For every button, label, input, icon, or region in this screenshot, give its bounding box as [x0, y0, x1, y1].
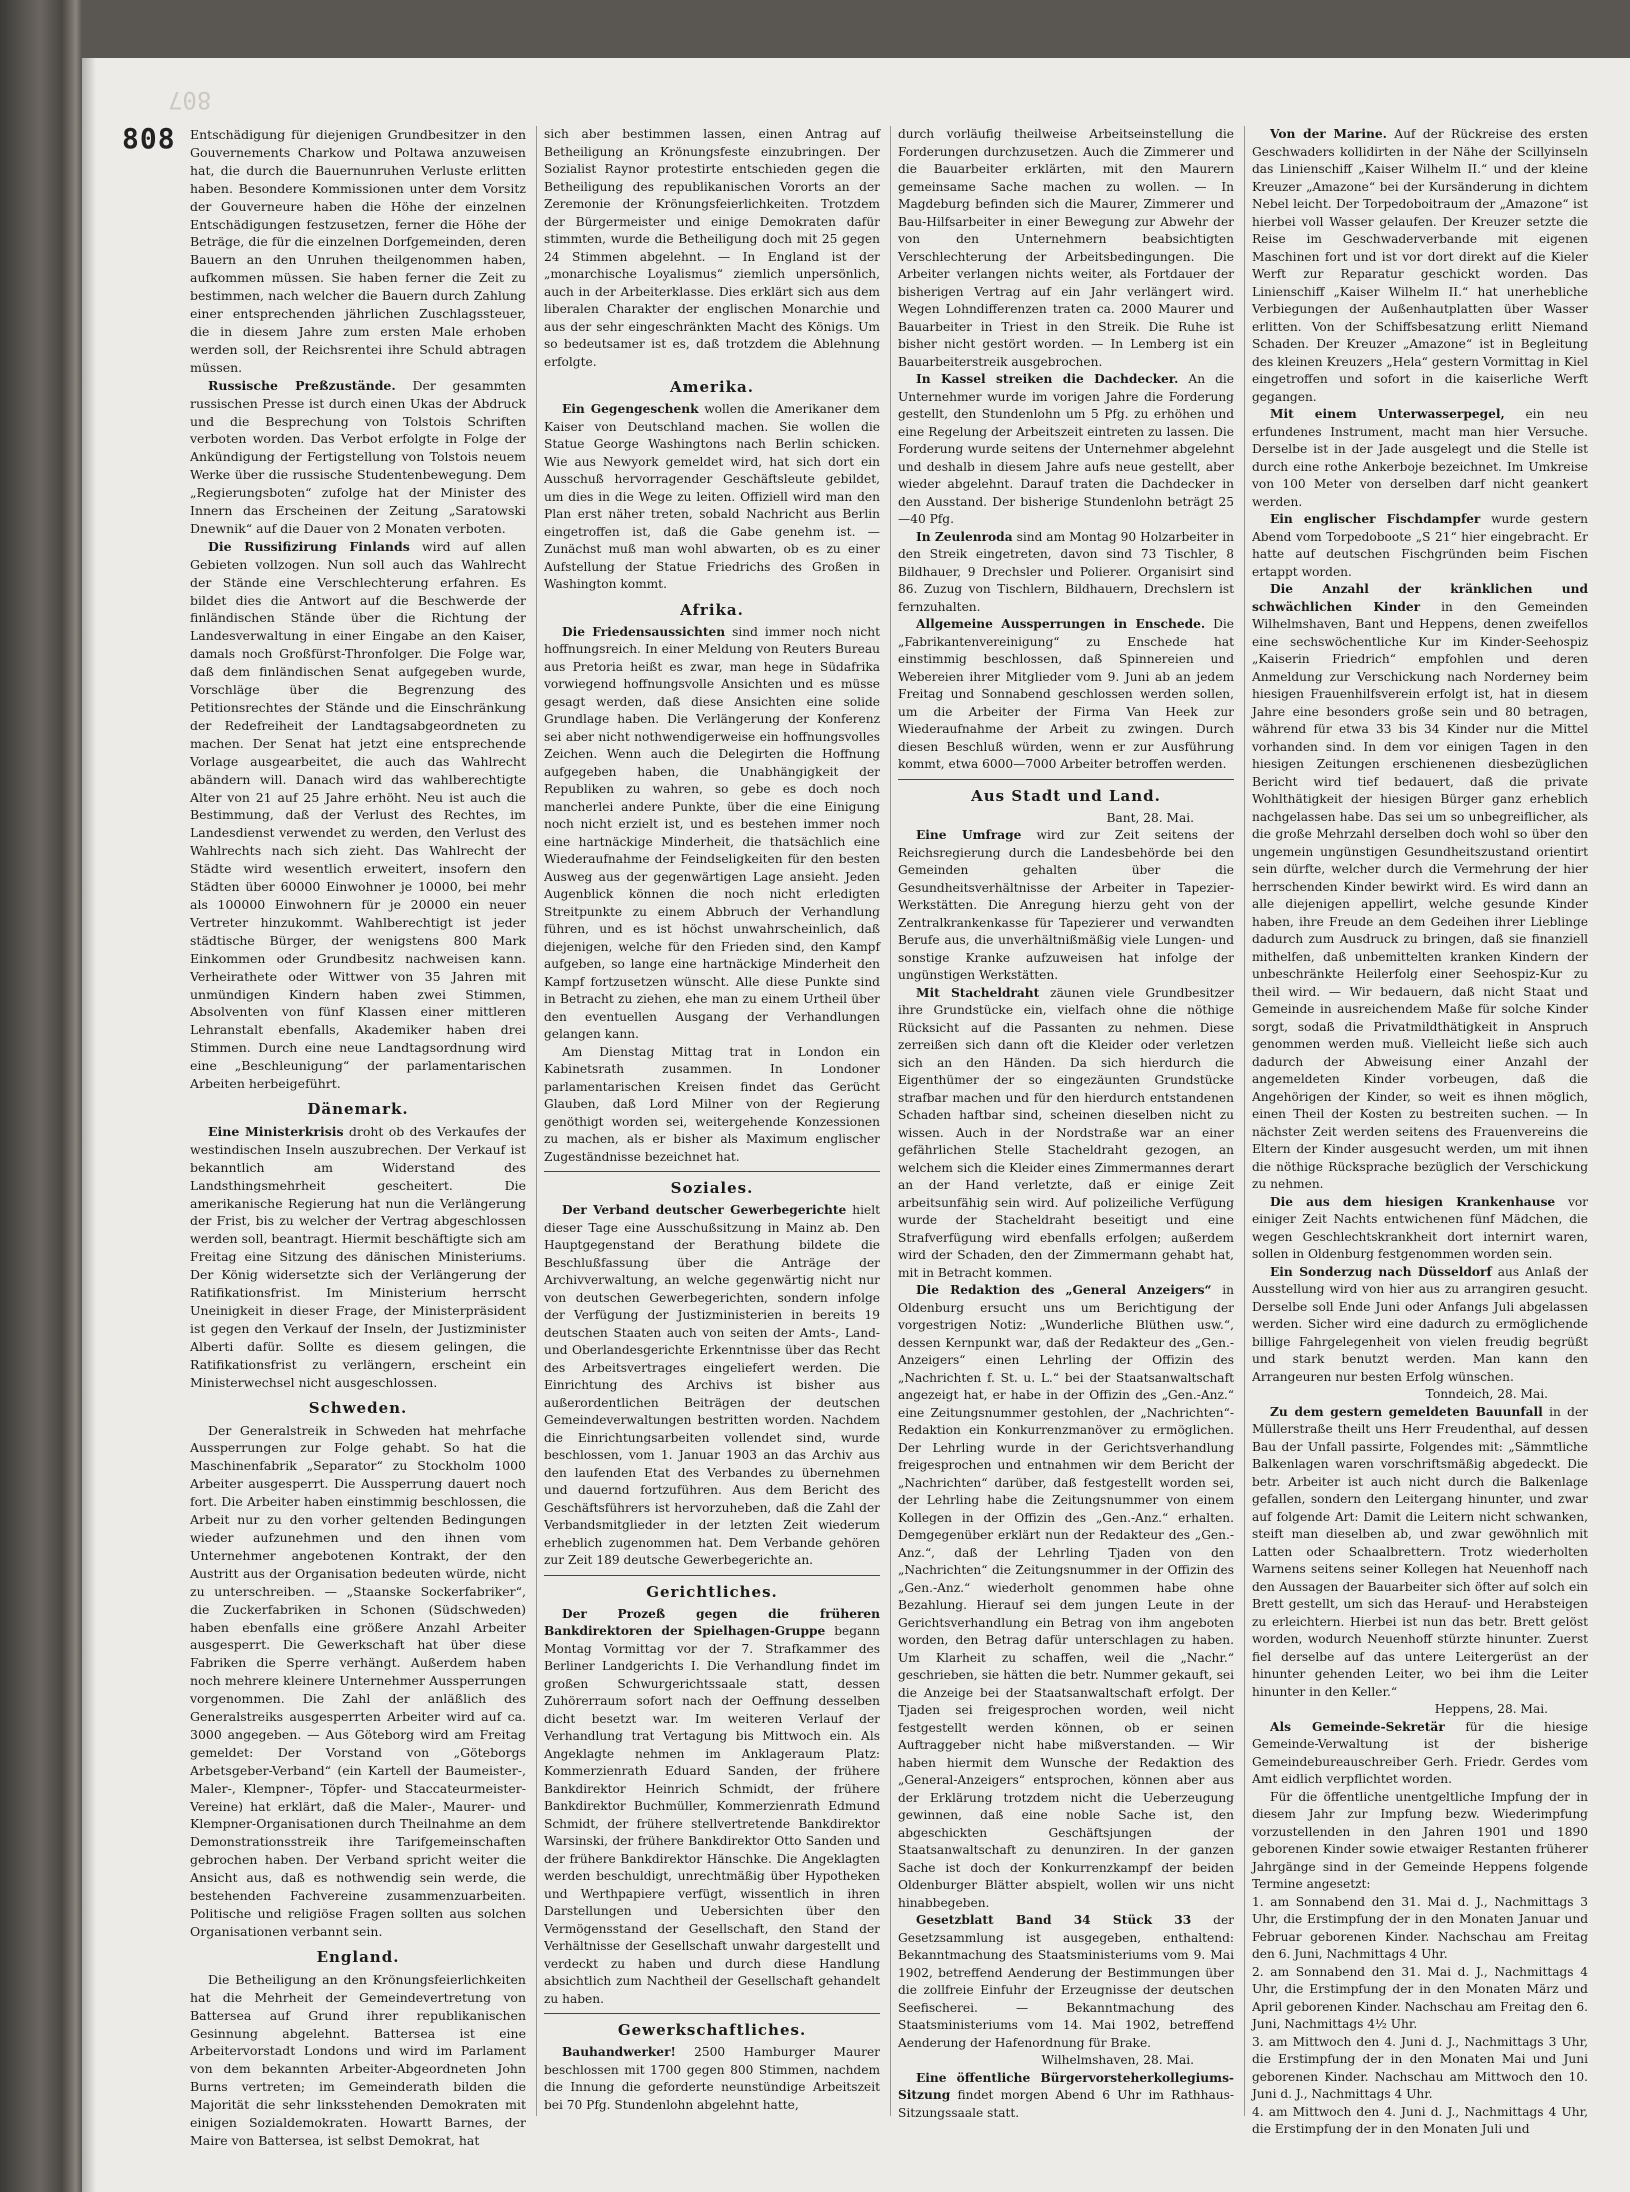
lead-phrase: Die aus dem hiesigen Krankenhause	[1270, 1194, 1556, 1209]
section-heading: Dänemark.	[307, 1099, 409, 1118]
paragraph-text: ein neu erfundenes Instrument, macht man hier Versuche. Derselbe ist in der Jade ausgelegt und die Stelle ist durch eine rothe Ankerboje bezeichnet. Im Umkreise von 100 Meter von derselben darf nicht geankert werden.	[1252, 407, 1589, 509]
paragraph-text: wurde gestern Abend vom Torpedoboote „S 21“ hier eingebracht. Er hatte auf deutschen Fischgründen beim Fischen ertappt worden.	[1252, 512, 1588, 579]
article-paragraph	[898, 371, 1234, 529]
article-paragraph	[898, 529, 1234, 617]
article-paragraph	[898, 827, 1234, 985]
page-number-ghost: 807	[168, 86, 212, 114]
paragraph-text: in der Müllerstraße theilt uns Herr Freudenthal, auf dessen Bau der Unfall passirte, Folgendes mit: „Sämmtliche Balkenlagen waren vorschriftsmäßig abgedeckt. Die betr. Arbeiter ist auch nicht durch die Balkenlage gefallen, sondern den Leitergang hinunter, und zwar auf folgende Art: Damit die Leitern nicht schwanken, steift man dieselben ab, und zwar gewöhnlich mit Latten oder Schaalbrettern. Trotz wiederholten Warnens seitens seiner Kollegen hat Neuenhoff nach den Aussagen der Bauarbeiter sich öfter auf solch ein Brett gestellt, um sich das Herauf- und Herabsteigen zu erleichtern. Hierbei ist nun das betr. Brett gelöst worden, wodurch Neuenhoff stürzte hinunter. Zuerst fiel derselbe auf das untere Leitergerüst an der hinunter gehenden Leiter, wo bei ihm die Leiter hinunter in den Keller.“	[1252, 1404, 1589, 1699]
section-heading: England.	[316, 1947, 400, 1966]
article-paragraph	[898, 1912, 1234, 2052]
column-1	[190, 126, 526, 2150]
lead-phrase: Eine öffentliche Bürgervorsteherkollegiums-Sitzung	[898, 2070, 1234, 2102]
lead-phrase: In Kassel streiken die Dachdecker.	[916, 372, 1179, 386]
lead-phrase: Ein englischer Fischdampfer	[1270, 512, 1481, 526]
dateline: Wilhelmshaven, 28. Mai.	[1041, 2053, 1194, 2067]
article-paragraph	[1252, 126, 1588, 406]
article-paragraph	[898, 126, 1234, 371]
article-paragraph	[190, 126, 526, 377]
article-paragraph	[544, 401, 880, 594]
article-paragraph	[544, 1044, 880, 1167]
paragraph-text: vor einiger Zeit Nachts entwichenen fünf Mädchen, die wegen Geschlechtskrankheit dort internirt waren, sollen in Oldenburg festgenommen worden sein.	[1252, 1194, 1589, 1261]
article-paragraph	[898, 985, 1234, 1283]
section-rule	[898, 779, 1234, 780]
paragraph-text: hielt dieser Tage eine Ausschußsitzung in Mainz ab. Den Hauptgegenstand der Berathung bildete die Beschlußfassung über die Anträge der Archivverwaltung, an welche gegenwärtig nicht nur von deutschen Gewerbegerichten, sondern infolge der Verfügung der Justizministerien in bereits 19 deutschen Staaten auch von seiten der Amts-, Land- und Oberlandesgerichte Erkenntnisse über das Recht des Arbeitsvertrages eingeliefert werden. Die Einrichtung des Archivs ist bisher aus außerordentlichen Beiträgen der deutschen Gemeindeverwaltungen bestritten worden. Nachdem die Einrichtungsarbeiten vollendet sind, wurde beschlossen, vom 1. Januar 1903 an das Archiv aus den laufenden Etat des Verbandes zu übernehmen und dauernd fortzuführen. Aus dem Bericht des Geschäftsführers ist hervorzuheben, daß die Zahl der Verbandsmitglieder in der letzten Zeit wiederum erheblich zugenommen hat. Dem Verbande gehören zur Zeit 189 deutsche Gewerbegerichte an.	[544, 1203, 881, 1567]
paragraph-text: sind immer noch nicht hoffnungsreich. In einer Meldung von Reuters Bureau aus Pretoria heißt es zwar, man hege in Südafrika vorwiegend hoffnungsvolle Ansichten und es müsse gesagt werden, daß diese Ansichten eine solide Grundlage haben. Die Verlängerung der Konferenz sei aber nicht nothwendigerweise ein hoffnungsvolles Zeichen. Wenn auch die Delegirten die Hoffnung aufgegeben haben, die Unabhängigkeit der Republiken zu wahren, so gebe es doch noch mancherlei andere Punkte, über die eine Einigung noch nicht erzielt ist, und es bestehen immer noch eine hartnäckige Minderheit, die thatsächlich eine Wiederaufnahme der Feindseligkeiten für den besten Ausweg aus der gegenwärtigen Lage ansieht. Jeden Augenblick können die noch nicht erledigten Streitpunkte zu einem Abbruch der Verhandlung führen, und es ist höchst unwahrscheinlich, daß diejenigen, welche für den Frieden sind, den Kampf aufgeben, so lange eine hartnäckige Minderheit den Kampf fortzusetzen wünscht. Alle diese Punkte sind in Betracht zu ziehen, ehe man zu einem Urtheil über den eventuellen Ausgang der Verhandlungen gelangen kann.	[544, 624, 880, 1041]
paragraph-text: wollen die Amerikaner dem Kaiser von Deutschland machen. Sie wollen die Statue George Washingtons nach Berlin schicken. Wie aus Newyork gemeldet wird, hat sich dort ein Ausschuß hervorragender Geschäftsleute gebildet, um dies in die Wege zu leiten. Offiziell wird man den Plan erst näher treten, sobald Nachricht aus Berlin eingetroffen ist, daß die Gabe genehm ist. — Zunächst muß man wohl abwarten, ob es zu einer Aufstellung der Statue Friedrichs des Großen in Washington kommt.	[544, 402, 880, 591]
article-paragraph	[1252, 406, 1588, 511]
column-2	[544, 126, 880, 2114]
lead-phrase: Mit einem Unterwasserpegel,	[1270, 407, 1505, 421]
section-heading: Gewerkschaftliches.	[617, 2021, 807, 2039]
lead-phrase: Ein Gegengeschenk	[562, 402, 699, 416]
column-4	[1252, 126, 1588, 2139]
section-rule	[544, 1171, 880, 1172]
column-3	[898, 126, 1234, 2122]
lead-phrase: Die Russifizirung Finlands	[208, 538, 410, 554]
section-heading: Gerichtliches.	[646, 1582, 778, 1601]
article-paragraph	[1252, 1404, 1588, 1702]
paragraph-text: 1. am Sonnabend den 31. Mai d. J., Nachmittags 3 Uhr, die Erstimpfung der in den Monaten Januar und Februar geborenen Kinder. Nachschau am Freitag den 6. Juni, Nachmittags 4 Uhr.	[1252, 1894, 1588, 1961]
section-heading: Schweden.	[308, 1398, 408, 1417]
article-paragraph	[1252, 1964, 1588, 2034]
paragraph-text: 3. am Mittwoch den 4. Juni d. J., Nachmittags 3 Uhr, die Erstimpfung der in den Monaten Mai und Juni geborenen Kinder. Nachschau am Mittwoch den 10. Juni d. J., Nachmittags 4 Uhr.	[1252, 2034, 1588, 2101]
paragraph-text: sich aber bestimmen lassen, einen Antrag auf Betheiligung an Krönungsfeste einzubringen. Der Sozialist Raynor protestirte entschieden gegen die Betheiligung des republikanischen Vororts an der Zeremonie der Krönungsfeierlichkeiten. Trotzdem der Bürgermeister und einige Demokraten dafür stimmten, wurde die Betheiligung doch mit 25 gegen 24 Stimmen abgelehnt. — In England ist der „monarchische Loyalismus“ ziemlich unpersönlich, auch in der Arbeiterklasse. Dies erklärt sich aus dem liberalen Charakter der englischen Monarchie und aus der sehr eingeschränkten Macht des Königs. Um so bedeutsamer ist es, daß trotzdem die Ablehnung erfolgte.	[544, 127, 880, 369]
lead-phrase: Zu dem gestern gemeldeten Bauunfall	[1270, 1404, 1543, 1419]
article-paragraph	[190, 538, 526, 1093]
column-divider	[890, 126, 891, 2116]
paragraph-text: wird auf allen Gebieten vollzogen. Nun soll auch das Wahlrecht der Stände eine Verschlechterung erfahren. Es bildet dies die Antwort auf die Beschwerde der finländischen Stände über die Richtung der Landesverwaltung in einer Eingabe an den Kaiser, damals noch Großfürst-Thronfolger. Die Folge war, daß dem finländischen Senat aufgegeben wurde, Vorschläge über die Begrenzung des Petitionsrechtes der Stände und die Einschränkung der Redefreiheit der Landtagsabgeordneten zu machen. Der Senat hat jetzt eine entsprechende Vorlage ausgearbeitet, die auch das Wahlrecht abändern will. Danach wird das wahlberechtigte Alter von 21 auf 25 Jahre erhöht. Neu ist auch die Bestimmung, daß der Verlust des Rechtes, im Landesdienst verwendet zu werden, den Verlust des Wahlrechts nach sich zieht. Das Wahlrecht der Städte wird wesentlich erweitert, insofern den Städten über 60000 Einwohner je 10000, bei mehr als 100000 Einwohnern für je 20000 ein neuer Vertreter hinzukommt. Wahlberechtigt ist jeder städtische Bürger, der wenigstens 800 Mark Einkommen oder Grundbesitz nachweisen kann. Verheirathete oder Wittwer von 35 Jahren mit unmündigen Kindern haben zwei Stimmen, Absolventen von fünf Klassen einer mittleren Lehranstalt ebenfalls, Akademiker haben drei Stimmen. Durch eine neue Landtagsordnung wird eine „Beschleunigung“ der parlamentarischen Arbeiten herbeigeführt.	[190, 538, 526, 1092]
article-paragraph	[1252, 1789, 1588, 1894]
article-paragraph	[898, 2070, 1234, 2123]
paragraph-text: aus Anlaß der Ausstellung wird von hier aus zu arrangiren gesucht. Derselbe soll Ende Juni oder Anfangs Juli abgelassen werden. Sicher wird eine dadurch zu ermöglichende billige Fahrgelegenheit von vielen freudig begrüßt und stark benutzt werden. Man kann den Arrangeuren nur besten Erfolg wünschen.	[1252, 1264, 1588, 1384]
article-paragraph	[544, 126, 880, 371]
article-paragraph	[1252, 581, 1588, 1194]
paragraph-text: begann Montag Vormittag vor der 7. Strafkammer des Berliner Landgerichts I. Die Verhandlung findet im großen Schwurgerichtssaale statt, dessen Zuhörerraum sofort nach der Oeffnung desselben dicht besetzt war. Im weiteren Verlauf der Verhandlung trat Vertagung bis Mittwoch ein. Als Angeklagte nehmen im Anklageraum Platz: Kommerzienrath Eduard Sanden, der frühere Bankdirektor Heinrich Schmidt, der frühere Bankdirektor Buchmüller, Kommerzienrath Edmund Schmidt, der frühere stellvertretende Bankdirektor Warsinski, der frühere Bankdirektor Otto Sanden und der frühere Bankdirektor Hänschke. Die Angeklagten werden beschuldigt, unrechtmäßig über Hypotheken und Werthpapiere verfügt, wissentlich in ihren Darstellungen und Uebersichten über den Vermögensstand der Gesellschaft, den Stand der Verhältnisse der Gesellschaft unwahr dargestellt und verdeckt zu haben und durch diese Handlung absichtlich zum Nachtheil der Gesellschaft gehandelt zu haben.	[544, 1624, 881, 2006]
article-paragraph	[1252, 2034, 1588, 2104]
article-paragraph	[544, 1202, 880, 1570]
lead-phrase: Bauhandwerker!	[562, 2045, 676, 2059]
paragraph-text: Für die öffentliche unentgeltliche Impfung der in diesem Jahr zur Impfung bezw. Wiederimpfung vorzustellenden in den Jahren 1901 und 1890 geborenen Kinder sowie etwaiger Restanten früherer Jahrgänge sind in der Gemeinde Heppens folgende Termine angesetzt:	[1252, 1789, 1588, 1891]
page-number: 808	[122, 122, 176, 155]
lead-phrase: Gesetzblatt Band 34 Stück 33	[916, 1913, 1192, 1927]
lead-phrase: Ein Sonderzug nach Düsseldorf	[1270, 1264, 1492, 1279]
lead-phrase: Allgemeine Aussperrungen in Enschede.	[916, 617, 1206, 631]
article-paragraph	[190, 1422, 526, 1941]
dateline: Bant, 28. Mai.	[1106, 810, 1194, 825]
lead-phrase: Die Friedensaussichten	[562, 624, 726, 639]
paragraph-text: wird zur Zeit seitens der Reichsregierung durch die Landesbehörde bei den Gemeinden gehalten über die Gesundheitsverhältnisse der Arbeiter in Tapezier-Werkstätten. Die Anregung hierzu geht von der Zentralkrankenkasse für Tapezierer und verwandten Berufe aus, die unverhältnißmäßig viele Lungen- und sonstige Kranke aufzuweisen hat infolge der ungünstigen Werkstätten.	[898, 828, 1235, 982]
article-paragraph	[1252, 1894, 1588, 1964]
paragraph-text: Am Dienstag Mittag trat in London ein Kabinetsrath zusammen. In Londoner parlamentarischen Kreisen findet das Gerücht Glauben, daß Lord Milner von der Regierung genöthigt worden sei, weitergehende Konzessionen zu machen, als er bisher als Maximum englischer Zugeständnisse bezeichnet hat.	[544, 1044, 880, 1164]
lead-phrase: Russische Preßzustände.	[208, 377, 396, 393]
column-divider	[1244, 126, 1245, 2116]
paragraph-text: droht ob des Verkaufes der westindischen Inseln auszubrechen. Der Verkauf ist bekanntlich am Widerstand des Landsthingsmehrheit gescheitert. Die amerikanische Regierung hat nun die Verlängerung der Frist, bis zu welcher der Vertrag abgeschlossen werden soll, beantragt. Hiermit beschäftigte sich am Freitag eine Sitzung des dänischen Ministeriums. Der König widersetzte sich der Verlängerung der Ratifikationsfrist. Im Ministerium herrscht Uneinigkeit in dieser Frage, der Ministerpräsident ist gegen den Verkauf der Inseln, der Justizminister Alberti dafür. Sollte es diesem gelingen, die Ratifikationsfrist zu verlängern, erscheint ein Ministerwechsel nicht ausgeschlossen.	[190, 1123, 526, 1390]
lead-phrase: Der Prozeß gegen die früheren Bankdirektoren der Spielhagen-Gruppe	[544, 1606, 880, 1638]
lead-phrase: Der Verband deutscher Gewerbegerichte	[562, 1203, 847, 1217]
article-paragraph	[1252, 511, 1588, 581]
section-rule	[544, 2013, 880, 2014]
paragraph-text: Der Generalstreik in Schweden hat mehrfache Aussperrungen zur Folge gehabt. So hat die Maschinenfabrik „Separator“ zu Stockholm 1000 Arbeiter ausgesperrt. Die Aussperrung dauert noch fort. Die Arbeiter haben einstimmig beschlossen, die Arbeit nur zu den vorher geltenden Bedingungen wieder aufzunehmen und den ihnen vom Unternehmer angebotenen Kontrakt, der den Austritt aus der Organisation bedeuten würde, nicht zu unterschreiben. — „Staanske Sockerfabriker“, die Zuckerfabriken in Schonen (Südschweden) haben ebenfalls eine größere Anzahl Arbeiter ausgesperrt. Die Gewerkschaft hat über diese Fabriken die Sperre verhängt. Außerdem haben noch mehrere kleinere Unternehmer Aussperrungen vorgenommen. Die Zahl der anläßlich des Generalstreiks ausgesperrten Arbeiter wird auf ca. 3000 angegeben. — Aus Göteborg wird am Freitag gemeldet: Der Vorstand von „Göteborgs Arbetsgeber-Verband“ (ein Kartell der Baumeister-, Maler-, Klempner-, Töpfer- und Staccateurmeister-Vereine) hat erklärt, daß die Maler-, Maurer- und Klempner-Organisationen durch Theilnahme an dem Demonstrationsstreik ihre Tarifgemeinschaften gebrochen haben. Der Verband spricht weiter die Ansicht aus, daß es nothwendig sein werde, die bestehenden Fachvereine zusammenzuarbeiten. Politische und religiöse Fragen sollten aus solchen Organisationen verbannt sein.	[190, 1422, 526, 1939]
section-heading: Aus Stadt und Land.	[971, 786, 1161, 805]
paragraph-text: Auf der Rückreise des ersten Geschwaders kollidirten in der Nähe der Scillyinseln das Linienschiff „Kaiser Wilhelm II.“ und der kleine Kreuzer „Amazone“ bei der Kursänderung in dichtem Nebel leicht. Der Torpedoboitraum der „Amazone“ ist hierbei voll Wasser gelaufen. Der Kreuzer setzte die Reise im Geschwaderverbande mit eigenen Maschinen fort und ist vor dort direkt auf die Kieler Werft zur Reparatur geschickt worden. Das Linienschiff „Kaiser Wilhelm II.“ hat unerhebliche Verbiegungen der Außenhautplatten über Wasser erlitten. Von der Schiffsbesatzung erlitt Niemand Schaden. Der Kreuzer „Amazone“ ist in Begleitung des kleinen Kreuzers „Hela“ gestern Vormittag in Kiel eingetroffen und sofort in die kaiserliche Werft gegangen.	[1252, 127, 1589, 404]
lead-phrase: Die Anzahl der kränklichen und schwächlichen Kinder	[1252, 582, 1588, 614]
paragraph-text: Entschädigung für diejenigen Grundbesitzer in den Gouvernements Charkow und Poltawa anzuweisen hat, die durch die Bauernunruhen Verluste erlitten haben. Besondere Kommissionen unter dem Vorsitz der Gouverneure haben die Höhe der einzelnen Entschädigungen festzusetzen, ferner die Höhe der Beträge, die für die einzelnen Dorfgemeinden, deren Bauern an den Unruhen theilgenommen haben, aufkommen müssen. Sie haben ferner die Zeit zu bestimmen, nach welcher die Bauern durch Zahlung einer entsprechenden jährlichen Zuschlagssteuer, die in diesem Jahre zum ersten Male erhoben werden soll, der Reichsrentei ihre Schuld abtragen müssen.	[190, 127, 526, 375]
paragraph-text: zäunen viele Grundbesitzer ihre Grundstücke ein, vielfach ohne die nöthige Rücksicht auf die Passanten zu nehmen. Diese zerreißen sich dann oft die Kleider oder verletzen sich an den Händen. Da sich hierdurch die Eigenthümer der so eingezäunten Grundstücke strafbar machen und für den hierdurch entstandenen Schaden haftbar sind, scheinen dieselben nicht zu wissen. Auch in der Nordstraße war an einer gefährlichen Stelle Stacheldraht gezogen, an welchem sich die Kleider eines Zimmermannes derart an der Hand verletzte, daß er einige Zeit arbeitsunfähig sein wird. Auf polizeiliche Verfügung wurde der Stacheldraht beseitigt und eine Strafverfügung wird ebenfalls erfolgen; außerdem wird der Schaden, den der Zimmermann gehabt hat, mit in Betracht kommen.	[898, 985, 1234, 1280]
lead-phrase: Eine Umfrage	[916, 828, 1022, 842]
paragraph-text: in Oldenburg ersucht uns um Berichtigung der vorgestrigen Notiz: „Wunderliche Blüthen usw.“, dessen Kernpunkt war, daß der Redakteur des „Gen.-Anzeigers“ einen Lehrling der Offizin des „Nachrichten f. St. u. L.“ bei der Staatsanwaltschaft angezeigt hat, er habe in der Offizin des „Gen.-Anz.“ eine Zeitungsnummer gestohlen, der „Nachrichten“-Redaktion ein Konkurrenzmanöver zu ermöglichen. Der Lehrling wurde in der Gerichtsverhandlung freigesprochen und entnahmen wir dem Bericht der „Nachrichten“ darüber, daß festgestellt worden sei, der Lehrling habe die Zeitungsnummer von einem Kollegen in der Offizin des „Gen.-Anz.“ erhalten. Demgegenüber erklärt nun der Redakteur des „Gen.-Anz.“, daß der Lehrling Tjaden von den „Nachrichten“ die Zeitungsnummer in der Offizin des „Gen.-Anz.“ wiederholt genommen habe ohne Bezahlung. Hierauf sei dem jungen Leute in der Gerichtsverhandlung ein Betrag von ihm angeboten worden, den Betrag dafür unterschlagen zu haben. Um Klarheit zu schaffen, weil die „Nachr.“ geschrieben, sie hätten die betr. Nummer gekauft, sei die Anzeige bei der Staatsanwaltschaft erfolgt. Der Tjaden sei freigesprochen worden, weil nicht festgestellt werden können, ob er seinen Auftraggeber nicht habe mißverstanden. — Wir haben hiermit dem Wunsche der Redaktion des „General-Anzeigers“ entsprochen, können aber aus der Erklärung trotzdem nicht die Ueberzeugung gewinnen, daß eine noble Sache ist, den abgeschickten Geschäftsjungen der Staatsanwaltschaft zu denunziren. In der ganzen Sache ist doch der Konkurrenzkampf der beiden Oldenburger Blätter abspielt, wollen wir uns nicht hinabbegeben.	[898, 1283, 1235, 1910]
article-paragraph	[544, 624, 880, 1044]
paragraph-text: findet morgen Abend 6 Uhr im Rathhaus-Sitzungssaale statt.	[898, 2088, 1234, 2120]
dateline: Heppens, 28. Mai.	[1434, 1702, 1548, 1716]
paragraph-text: 2500 Hamburger Maurer beschlossen mit 1700 gegen 800 Stimmen, nachdem die Innung die geforderte neunstündige Arbeitszeit bei 70 Pfg. Stundenlohn abgelehnt hatte,	[544, 2045, 881, 2112]
section-rule	[544, 1575, 880, 1576]
section-heading: Amerika.	[670, 378, 754, 396]
binding-shadow	[82, 58, 96, 2192]
section-heading: Soziales.	[670, 1179, 754, 1197]
paragraph-text: 4. am Mittwoch den 4. Juni d. J., Nachmittags 4 Uhr, die Erstimpfung der in den Monaten Juli und	[1252, 2104, 1588, 2136]
column-divider	[536, 126, 537, 2116]
lead-phrase: Mit Stacheldraht	[916, 985, 1040, 1000]
paragraph-text: 2. am Sonnabend den 31. Mai d. J., Nachmittags 4 Uhr, die Erstimpfung der in den Monaten März und April geborenen Kinder. Nachschau am Freitag den 6. Juni, Nachmittags 4½ Uhr.	[1252, 1964, 1588, 2031]
lead-phrase: Von der Marine.	[1270, 127, 1387, 141]
lead-phrase: Eine Ministerkrisis	[208, 1123, 344, 1139]
dateline: Tonndeich, 28. Mai.	[1425, 1387, 1548, 1401]
paragraph-text: durch vorläufig theilweise Arbeitseinstellung die Forderungen durchzusetzen. Auch die Zimmerer und die Bauarbeiter erklärten, mit den Maurern gemeinsame Sache machen zu wollen. — In Magdeburg befinden sich die Maurer, Zimmerer und Bau-Hilfsarbeiter in einer Bewegung zur Abwehr der von den Unternehmern beabsichtigten Verschlechterung der Arbeitsbedingungen. Die Arbeiter verlangen nichts weiter, als Fortdauer der bisherigen Vertrag auf ein Jahr verlängert wird. Wegen Lohndifferenzen traten ca. 2000 Maurer und Bauarbeiter in Triest in den Streik. Die Ruhe ist bisher nicht gestört worden. — In Lemberg ist ein Bauarbeiterstreik ausgebrochen.	[898, 127, 1234, 369]
article-paragraph	[1252, 2104, 1588, 2139]
article-paragraph	[544, 1606, 880, 2009]
article-paragraph	[1252, 1719, 1588, 1789]
article-paragraph	[898, 1282, 1234, 1912]
article-paragraph	[898, 616, 1234, 774]
paragraph-text: Der gesammten russischen Presse ist durch einen Ukas der Abdruck und die Besprechung von Tolstois Schriften verboten worden. Das Verbot erfolgte in Folge der Ankündigung der Fertigstellung von Tolstois neuem Werke über die russische Studentenbewegung. Dem „Regierungsboten“ zufolge hat der Minister des Innern das Erscheinen der Zeitung „Saratowski Dnewnik“ auf die Dauer von 2 Monaten verboten.	[190, 377, 526, 536]
paragraph-text: Die Betheiligung an den Krönungsfeierlichkeiten hat die Mehrheit der Gemeindevertretung von Battersea auf Grund ihrer republikanischen Gesinnung abgelehnt. Battersea ist eine Arbeitervorstadt Londons und wird im Parlament von dem bekannten Arbeiter-Abgeordneten John Burns vertreten; im Gemeinderath bilden die Majorität die sehr linksstehenden Demokraten mit einigen Sozialdemokraten. Howartt Barnes, der Maire von Battersea, ist selbst Demokrat, hat	[190, 1971, 526, 2148]
article-paragraph	[190, 377, 526, 538]
paragraph-text: der Gesetzsammlung ist ausgegeben, enthaltend: Bekanntmachung des Staatsministeriums vom 9. Mai 1902, betreffend Aenderung der Bestimmungen über die zollfreie Einfuhr der Erzeugnisse der deutschen Seefischerei. — Bekanntmachung des Staatsministeriums vom 14. Mai 1902, betreffend Aenderung der Hafenordnung für Brake.	[898, 1913, 1234, 2050]
lead-phrase: In Zeulenroda	[916, 529, 1013, 544]
paragraph-text: für die hiesige Gemeinde-Verwaltung ist der bisherige Gemeindebureauschreiber Gerh. Friedr. Gerdes vom Amt eidlich verpflichtet worden.	[1252, 1719, 1588, 1786]
lead-phrase: Als Gemeinde-Sekretär	[1270, 1719, 1445, 1734]
article-paragraph	[190, 1123, 526, 1392]
paragraph-text: An die Unternehmer wurde im vorigen Jahre die Forderung gestellt, den Stundenlohn um 5 Pfg. zu erhöhen und eine Regelung der Arbeitszeit eintreten zu lassen. Die Forderung wurde seitens der Unternehmer abgelehnt und deshalb in diesem Jahre aufs neue gestellt, aber wieder abgelehnt. Darauf traten die Dachdecker in den Ausstand. Der bisherige Stundenlohn beträgt 25—40 Pfg.	[898, 372, 1235, 526]
article-paragraph	[1252, 1194, 1588, 1264]
paragraph-text: Die „Fabrikantenvereinigung“ zu Enschede hat einstimmig beschlossen, daß Spinnereien und Webereien ihrer Mitglieder vom 9. Juni ab an jedem Freitag und Sonnabend geschlossen werden sollen, um die Arbeiter der Firma Van Heek zur Wiederaufnahme der Arbeit zu zwingen. Durch diesen Beschluß würden, wenn er zur Ausführung kommt, etwa 6000—7000 Arbeiter betroffen werden.	[898, 617, 1234, 771]
lead-phrase: Die Redaktion des „General Anzeigers“	[916, 1283, 1212, 1297]
article-paragraph	[544, 2044, 880, 2114]
section-heading: Afrika.	[680, 600, 744, 619]
article-paragraph	[1252, 1264, 1588, 1387]
paragraph-text: in den Gemeinden Wilhelmshaven, Bant und Heppens, denen zweifellos eine sechswöchentliche Kur im Kinder-Seehospiz „Kaiserin Friedrich“ empfohlen und deren Anmeldung zur Verschickung nach Norderney beim hiesigen Frauenhilfsverein erfolgt ist, hat in diesem Jahre eine besonders große sein und 80 betragen, während für etwa 33 bis 34 Kinder nur die Mittel vorhanden sind. In dem vor einigen Tagen in den hiesigen Zeitungen erschienenen diesbezüglichen Bericht wird tief bedauert, daß die private Wohlthätigkeit der hiesigen Bürger ganz erheblich nachgelassen habe. Das sei um so unbegreiflicher, als die große Mehrzahl derselben doch wohl so über den ungemein ungünstigen Gesundheitszustand orientirt sein dürfte, welcher durch die Vermehrung der hier herrschenden Kinder bewirkt wird. Es wird dann an alle diejenigen appellirt, welche gesunde Kinder haben, ihre Freude an dem Gedeihen ihrer Lieblinge dadurch zum Ausdruck zu bringen, daß sie finanziell mithelfen, daß unbemittelten kranken Kindern der unbeschränkte Heilerfolg einer Seehospiz-Kur zu theil wird. — Wir bedauern, daß nicht Staat und Gemeinde in ausreichendem Maße für solche Kinder sorgt, sodaß die Privatmildthätigkeit in Anspruch genommen werden muß. Vielleicht ließe sich auch dadurch der Abweisung einer Anzahl der angemeldeten Kinder vorbeugen, daß die Angehörigen der Kinder, so weit es ihnen möglich, einen Theil der Kosten zu bestreiten suchen. — In nächster Zeit werden seitens des Frauenvereins die Eltern der Kinder ausgesucht werden, um mit ihnen die nöthige Rücksprache bezüglich der Verschickung zu nehmen.	[1252, 599, 1588, 1191]
paragraph-text: sind am Montag 90 Holzarbeiter in den Streik eingetreten, davon sind 73 Tischler, 8 Bildhauer, 9 Drechsler und Polierer. Organisirt sind 86. Zuzug von Tischlern, Bildhauern, Drechslern ist fernzuhalten.	[898, 529, 1235, 614]
article-paragraph	[190, 1971, 526, 2150]
